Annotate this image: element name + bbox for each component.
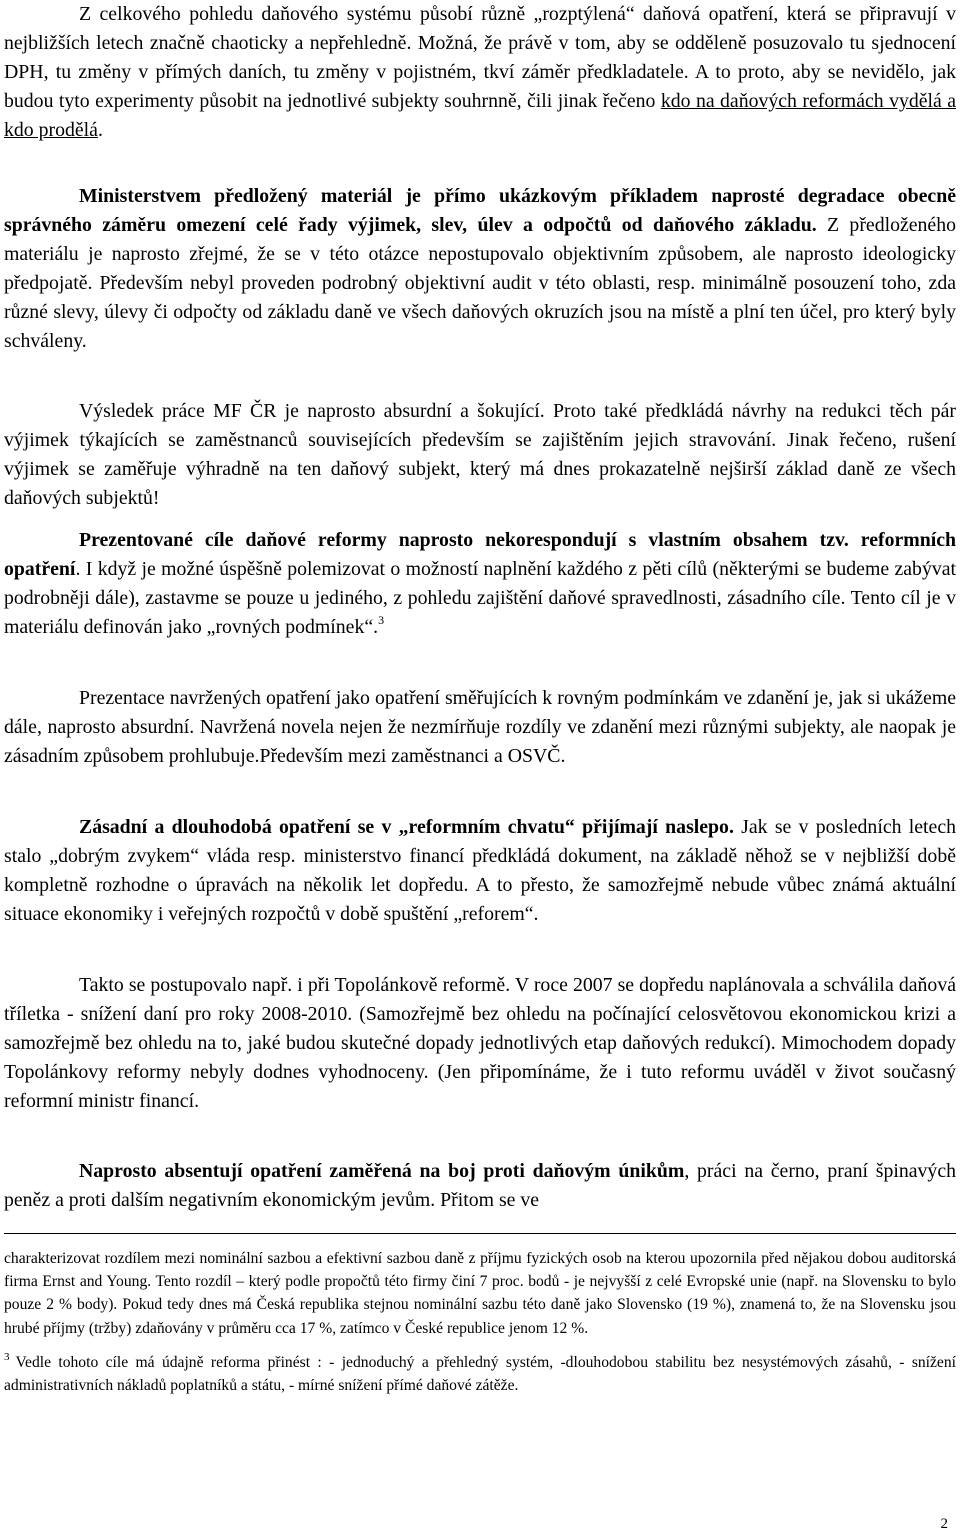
paragraph-6 — [4, 813, 956, 929]
footnote-separator — [4, 1233, 956, 1234]
footnote-3-text: Vedle tohoto cíle má údajně reforma přinést : - jednoduchý a přehledný systém, -dlouhodobou stabilitu bez nesystémových zásahů, - snížení administrativních nákladů poplatníků a státu, - mírné snížení přímé daňové zátěže. — [4, 1353, 956, 1395]
paragraph-6-bold-lead: Zásadní a dlouhodobá opatření se v „reformním chvatu“ přijímají naslepo. — [79, 816, 734, 838]
paragraph-4 — [4, 526, 956, 642]
paragraph-3-text: Výsledek práce MF ČR je naprosto absurdní a šokující. Proto také předkládá návrhy na redukci těch pár výjimek týkajících se zaměstnanců souvisejících především se zajištěním jejich stravování. Jinak řečeno, rušení výjimek se zaměřuje výhradně na ten daňový subjekt, který má dnes prokazatelně nejširší základ daně ze všech daňových subjektů! — [4, 400, 956, 509]
paragraph-5-text: Prezentace navržených opatření jako opatření směřujících k rovným podmínkám ve zdanění je, jak si ukážeme dále, naprosto absurdní. Navržená novela nejen že nezmírňuje rozdíly ve zdanění mezi různými subjekty, ale naopak je zásadním způsobem prohlubuje.Především mezi zaměstnanci a OSVČ. — [4, 687, 956, 767]
paragraph-1-text: Z celkového pohledu daňového systému působí různě „rozptýlená“ daňová opatření, která se připravují v nejbližších letech značně chaoticky a nepřehledně. Možná, že právě v tom, aby se odděleně posuzovalo tu sjednocení DPH, tu změny v přímých daních, tu změny v pojistném, tkví záměr předkladatele. A to proto, aby se nevidělo, jak budou tyto experimenty působit na jednotlivé subjekty souhrnně, čili jinak řečeno — [4, 3, 956, 112]
paragraph-8 — [4, 1157, 956, 1215]
footnotes — [4, 1247, 956, 1397]
paragraph-2 — [4, 182, 956, 355]
paragraph-1 — [4, 0, 956, 145]
paragraph-7 — [4, 971, 956, 1116]
footnote-3 — [4, 1351, 956, 1397]
paragraph-4-bold-lead: Prezentované cíle daňové reformy naprosto nekorespondují s vlastním obsahem tzv. reformních opatření — [4, 529, 956, 580]
paragraph-7-text: Takto se postupovalo např. i při Topolánkově reformě. V roce 2007 se dopředu naplánovala a schválila daňová tříletka - snížení daní pro roky 2008-2010. (Samozřejmě bez ohledu na počínající celosvětovou ekonomickou krizi a samozřejmě bez ohledu na to, jaké budou skutečné dopady jednotlivých etap daňových redukcí). Mimochodem dopady Topolánkovy reformy nebyly dodnes vyhodnoceny. (Jen připomínáme, že i tuto reformu uváděl v život současný reformní ministr financí. — [4, 974, 956, 1112]
paragraph-1-end: . — [97, 118, 103, 141]
underlined-phrase: kdo na daňových reformách vydělá a kdo prodělá — [4, 89, 956, 141]
paragraph-8-text: , práci na černo, praní špinavých peněz a proti dalším negativním ekonomickým jevům. Přitom se ve — [4, 1160, 956, 1211]
paragraph-2-bold-lead: Ministerstvem předložený materiál je přímo ukázkovým příkladem naprosté degradace obecně správného záměru omezení celé řady výjimek, slev, úlev a odpočtů od daňového základu. — [4, 185, 956, 236]
page-number: 2 — [940, 1516, 948, 1532]
paragraph-2-text: Z předloženého materiálu je naprosto zřejmé, že se v této otázce nepostupovalo objektivním způsobem, ale naprosto ideologicky předpojatě. Především nebyl proveden podrobný objektivní audit v této oblasti, resp. minimálně posouzení toho, zda různé slevy, úlevy či odpočty od základu daně ve všech daňových okruzích jsou na místě a plní ten účel, pro který byly schváleny. — [4, 213, 956, 352]
footnote-3-mark: 3 — [4, 1350, 10, 1363]
footnote-continued: charakterizovat rozdílem mezi nominální sazbou a efektivní sazbou daně z příjmu fyzických osob na kterou upozornila před nějakou dobou auditorská firma Ernst and Young. Tento rozdíl – který podle propočtů této firmy činí 7 proc. bodů - je nejvyšší z celé Evropské unie (např. na Slovensku to bylo pouze 2 % body). Pokud tedy dnes má Česká republika stejnou nominální sazbu této daně jako Slovensko (19 %), znamená to, že na Slovensku jsou hrubé příjmy (tržby) zdaňovány v průměru cca 17 %, zatímco v České republice jenom 12 %. — [4, 1250, 956, 1337]
paragraph-5 — [4, 684, 956, 771]
paragraph-3 — [4, 397, 956, 513]
paragraph-6-text: Jak se v posledních letech stalo „dobrým zvykem“ vláda resp. ministerstvo financí předkládá dokument, na základě něhož se v nejbližší době kompletně rozhodne o úpravách na několik let dopředu. A to přesto, že samozřejmě nebude vůbec známá aktuální situace ekonomiky i veřejných rozpočtů v době spuštění „reforem“. — [4, 816, 956, 925]
footnote-reference-3[interactable]: 3 — [378, 612, 385, 627]
paragraph-8-bold-lead: Naprosto absentují opatření zaměřená na boj proti daňovým únikům — [79, 1160, 685, 1182]
paragraph-4-text: . I když je možné úspěšně polemizovat o možností naplnění každého z pěti cílů (některými se budeme zabývat podrobněji dále), zastavme se pouze u jediného, z pohledu zajištění daňové spravedlnosti, zásadního cíle. Tento cíl je v materiálu definován jako „rovných podmínek“. — [4, 557, 956, 638]
